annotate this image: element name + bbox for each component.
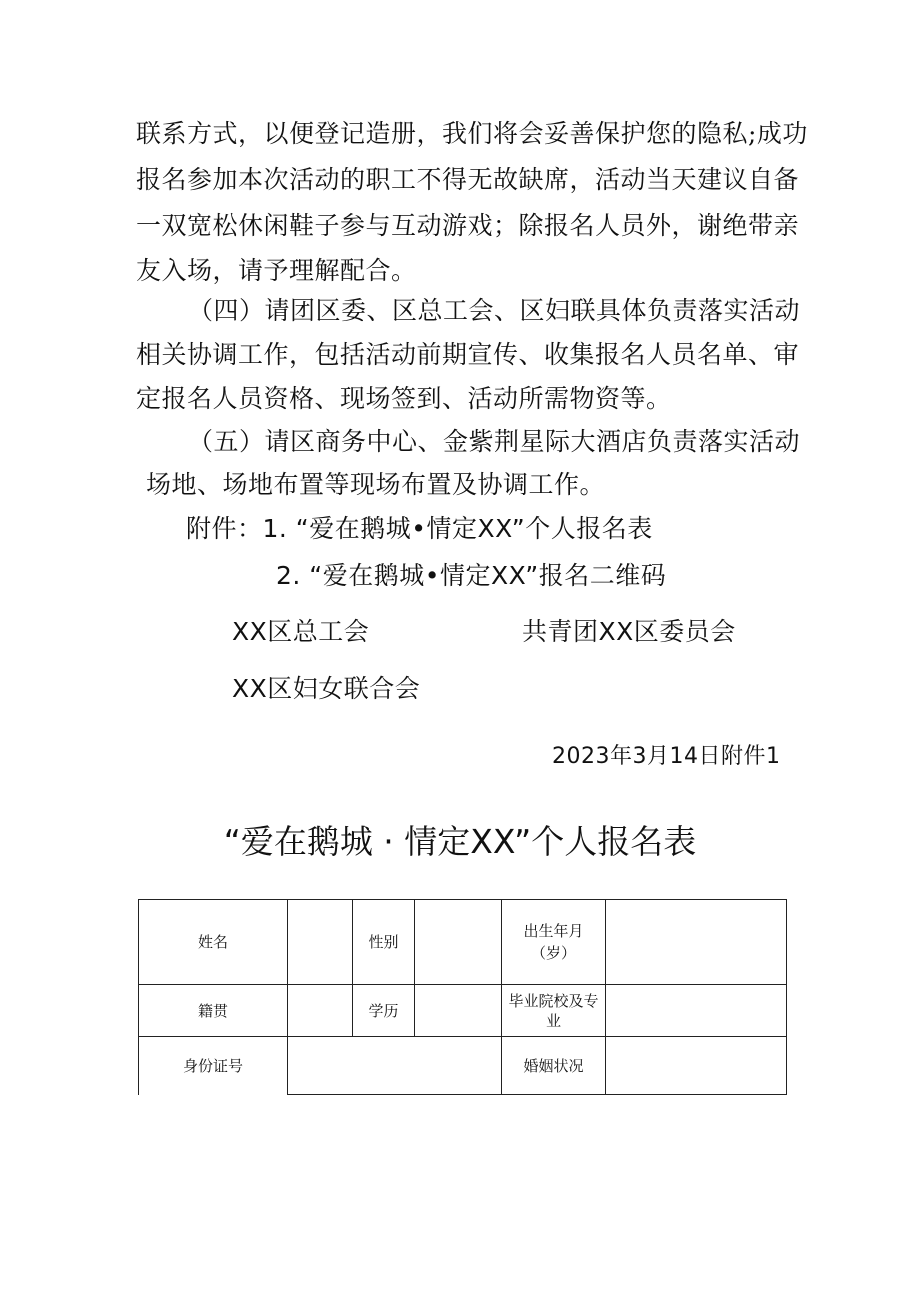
- name-label: 姓名: [139, 900, 288, 985]
- attachment-item-2: 2. “爱在鹅城•情定XX”报名二维码: [276, 561, 667, 590]
- name-input-cell[interactable]: [288, 900, 353, 985]
- id-input-cell[interactable]: [288, 1037, 502, 1095]
- marital-label: 婚姻状况: [502, 1037, 606, 1095]
- paragraph-line: 相关协调工作，包括活动前期宣传、收集报名人员名单、审: [136, 340, 800, 369]
- education-input-cell[interactable]: [415, 985, 502, 1037]
- attachment-item-1: 附件：1. “爱在鹅城•情定XX”个人报名表: [186, 514, 653, 543]
- birth-label-line2: （岁）: [530, 944, 576, 962]
- birth-label: [502, 900, 606, 985]
- education-label: 学历: [353, 985, 415, 1037]
- hometown-label: 籍贯: [139, 985, 288, 1037]
- paragraph-line: 联系方式，以便登记造册，我们将会妥善保护您的隐私;成功: [136, 119, 808, 148]
- paragraph-line: 场地、场地布置等现场布置及协调工作。: [146, 470, 606, 499]
- paragraph-line: 友入场，请予理解配合。: [136, 256, 417, 285]
- signatory-women-federation: XX区妇女联合会: [232, 674, 421, 703]
- gender-label: 性别: [353, 900, 415, 985]
- birth-label-line1: 出生年月: [523, 922, 584, 940]
- table-row: [139, 1037, 787, 1095]
- school-input-cell[interactable]: [606, 985, 787, 1037]
- table-row: [139, 900, 787, 985]
- id-label: 身份证号: [139, 1037, 288, 1095]
- school-label: 毕业院校及专业: [502, 985, 606, 1037]
- signatory-union: XX区总工会: [232, 617, 370, 646]
- registration-form-table: [138, 899, 787, 1095]
- form-title: “爱在鹅城 · 情定XX”个人报名表: [223, 822, 697, 861]
- signatory-youth-league: 共青团XX区委员会: [522, 617, 736, 646]
- gender-input-cell[interactable]: [415, 900, 502, 985]
- hometown-input-cell[interactable]: [288, 985, 353, 1037]
- date-line: 2023年3月14日附件1: [552, 744, 781, 769]
- paragraph-line: 一双宽松休闲鞋子参与互动游戏；除报名人员外，谢绝带亲: [136, 211, 800, 240]
- paragraph-line: （五）请区商务中心、金紫荆星际大酒店负责落实活动: [188, 427, 801, 456]
- table-row: [139, 985, 787, 1037]
- paragraph-line: 报名参加本次活动的职工不得无故缺席，活动当天建议自备: [136, 165, 800, 194]
- paragraph-line: （四）请团区委、区总工会、区妇联具体负责落实活动: [188, 296, 801, 325]
- marital-input-cell[interactable]: [606, 1037, 787, 1095]
- paragraph-line: 定报名人员资格、现场签到、活动所需物资等。: [136, 384, 672, 413]
- birth-input-cell[interactable]: [606, 900, 787, 985]
